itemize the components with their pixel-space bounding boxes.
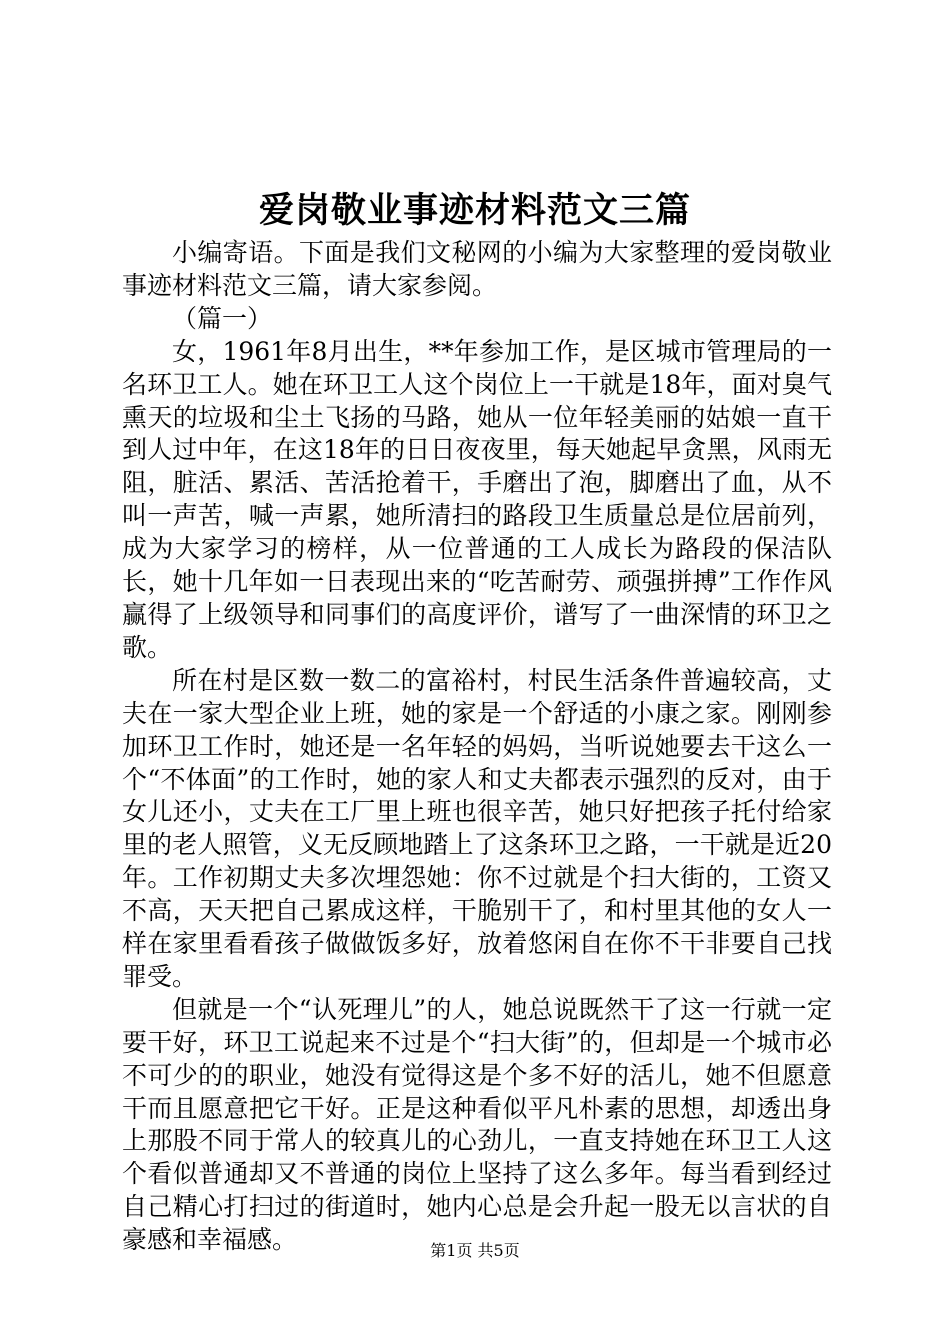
page-footer: 第1页 共5页 <box>430 1241 520 1260</box>
document-title: 爱岗敬业事迹材料范文三篇 <box>258 190 691 231</box>
body-paragraph: 所在村是区数一数二的富裕村，村民生活条件普遍较高，丈夫在一家大型企业上班，她的家是一个舒适的小康之家。刚刚参加环卫工作时，她还是一名年轻的妈妈，当听说她要去干这么一个“不体面”的工作时，她的家人和丈夫都表示强烈的反对，由于女儿还小，丈夫在工厂里上班也很辛苦，她只好把孩子托付给家里的老人照管，义无反顾地踏上了这条环卫之路，一干就是近20年。工作初期丈夫多次埋怨她：你不过就是个扫大街的，工资又不高，天天把自己累成这样，干脆别干了，和村里其他的女人一样在家里看看孩子做做饭多好，放着悠闲自在你不干非要自己找罪受。 <box>122 665 832 991</box>
body-paragraph: 但就是一个“认死理儿”的人，她总说既然干了这一行就一定要干好，环卫工说起来不过是个“扫大街”的，但却是一个城市必不可少的的职业，她没有觉得这是个多不好的活儿，她不但愿意干而且愿意把它干好。正是这种看似平凡朴素的思想，却透出身上那股不同于常人的较真儿的心劲儿，一直支持她在环卫工人这个看似普通却又不普通的岗位上坚持了这么多年。每当看到经过自己精心打扫过的街道时，她内心总是会升起一股无以言状的自豪感和幸福感。 <box>122 994 832 1255</box>
section-heading: （篇一） <box>172 303 273 333</box>
body-paragraph: 女，1961年8月出生，**年参加工作，是区城市管理局的一名环卫工人。她在环卫工人这个岗位上一干就是18年，面对臭气熏天的垃圾和尘土飞扬的马路，她从一位年轻美丽的姑娘一直干到人过中年，在这18年的日日夜夜里，每天她起早贪黑，风雨无阻，脏活、累活、苦活抢着干，手磨出了泡，脚磨出了血，从不叫一声苦，喊一声累，她所清扫的路段卫生质量总是位居前列，成为大家学习的榜样，从一位普通的工人成长为路段的保洁队长，她十几年如一日表现出来的“吃苦耐劳、顽强拼搏”工作作风赢得了上级领导和同事们的高度评价，谱写了一曲深情的环卫之歌。 <box>122 336 832 662</box>
document-body <box>122 237 832 1257</box>
intro-paragraph: 小编寄语。下面是我们文秘网的小编为大家整理的爱岗敬业事迹材料范文三篇，请大家参阅。 <box>122 238 832 300</box>
